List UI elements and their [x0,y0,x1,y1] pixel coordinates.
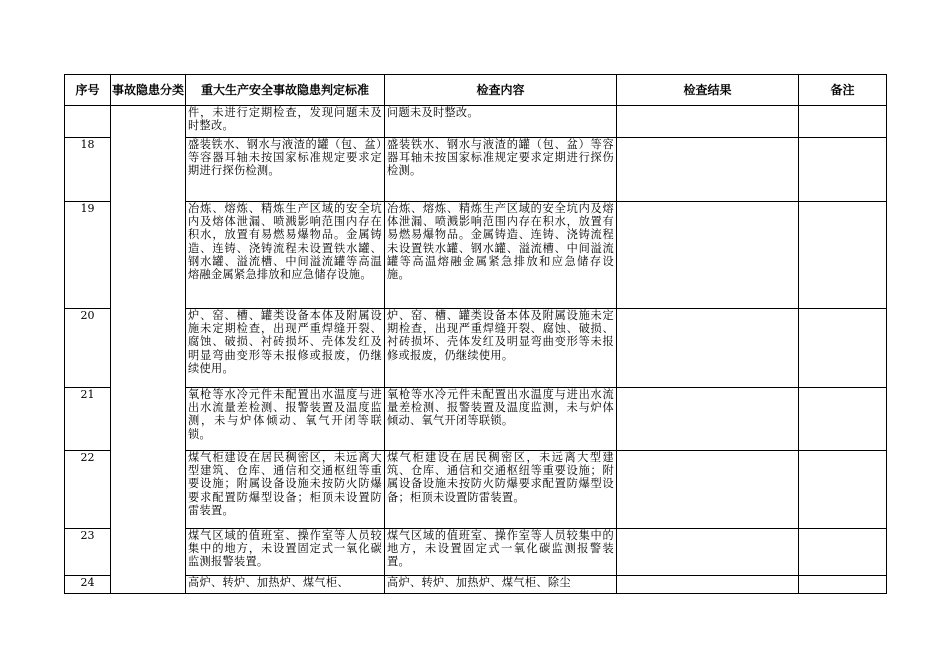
standard-cell: 氧枪等水冷元件未配置出水温度与进出水流量差检测、报警装置及温度监测，未与炉体倾动、氧气开闭等联锁。 [186,388,385,451]
table-row [65,576,887,594]
inspection-table [64,74,887,594]
content-cell: 问题未及时整改。 [385,106,617,138]
remark-cell[interactable] [799,309,887,388]
row-number: 20 [65,309,111,388]
table-row [65,451,887,529]
col-header-remark: 备注 [799,75,887,106]
content-cell: 氧枪等水冷元件未配置出水温度与进出水流量差检测、报警装置及温度监测，未与炉体倾动、氧气开闭等联锁。 [385,388,617,451]
remark-cell[interactable] [799,138,887,202]
row-number: 21 [65,388,111,451]
standard-cell: 盛装铁水、钢水与液渣的罐（包、盆）等容器耳轴未按国家标准规定要求定期进行探伤检测。 [186,138,385,202]
standard-cell: 炉、窑、槽、罐类设备本体及附属设施未定期检查，出现严重焊缝开裂、腐蚀、破损、衬砖损坏、壳体发红及明显弯曲变形等未报修或报废，仍继续使用。 [186,309,385,388]
standard-cell: 冶炼、熔炼、精炼生产区域的安全坑内及熔体泄漏、喷溅影响范围内存在积水，放置有易燃易爆物品。金属铸造、连铸、浇铸流程未设置铁水罐、钢水罐、溢流槽、中间溢流罐等高温熔融金属紧急排放和应急储存设施。 [186,202,385,309]
row-number [65,106,111,138]
row-number: 23 [65,529,111,576]
row-number: 19 [65,202,111,309]
result-cell[interactable] [617,138,799,202]
content-cell: 冶炼、熔炼、精炼生产区域的安全坑内及熔体泄漏、喷溅影响范围内存在积水，放置有易燃易爆物品。金属铸造、连铸、浇铸流程未设置铁水罐、钢水罐、溢流槽、中间溢流罐等高温熔融金属紧急排放和应急储存设施。 [385,202,617,309]
col-header-result: 检查结果 [617,75,799,106]
remark-cell[interactable] [799,202,887,309]
content-cell: 煤气区域的值班室、操作室等人员较集中的地方，未设置固定式一氧化碳监测报警装置。 [385,529,617,576]
category-cell [111,106,186,594]
result-cell[interactable] [617,388,799,451]
result-cell[interactable] [617,529,799,576]
standard-cell: 高炉、转炉、加热炉、煤气柜、 [186,576,385,594]
remark-cell[interactable] [799,451,887,529]
table-row [65,106,887,138]
result-cell[interactable] [617,106,799,138]
header-row [65,75,887,106]
col-header-category: 事故隐患分类 [111,75,186,106]
col-header-standard: 重大生产安全事故隐患判定标准 [186,75,385,106]
content-cell: 高炉、转炉、加热炉、煤气柜、除尘 [385,576,617,594]
row-number: 18 [65,138,111,202]
result-cell[interactable] [617,202,799,309]
col-header-content: 检查内容 [385,75,617,106]
table-row [65,138,887,202]
table-row [65,202,887,309]
remark-cell[interactable] [799,529,887,576]
standard-cell: 煤气区域的值班室、操作室等人员较集中的地方，未设置固定式一氧化碳监测报警装置。 [186,529,385,576]
content-cell: 盛装铁水、钢水与液渣的罐（包、盆）等容器耳轴未按国家标准规定要求定期进行探伤检测。 [385,138,617,202]
result-cell[interactable] [617,451,799,529]
table-row [65,309,887,388]
remark-cell[interactable] [799,576,887,594]
remark-cell[interactable] [799,388,887,451]
standard-cell: 煤气柜建设在居民稠密区，未远离大型建筑、仓库、通信和交通枢纽等重要设施；附属设备设施未按防火防爆要求配置防爆型设备；柜顶未设置防雷装置。 [186,451,385,529]
content-cell: 煤气柜建设在居民稠密区，未远离大型建筑、仓库、通信和交通枢纽等重要设施；附属设备设施未按防火防爆要求配置防爆型设备；柜顶未设置防雷装置。 [385,451,617,529]
table-row [65,388,887,451]
standard-cell: 件，未进行定期检查，发现问题未及时整改。 [186,106,385,138]
col-header-no: 序号 [65,75,111,106]
row-number: 24 [65,576,111,594]
row-number: 22 [65,451,111,529]
result-cell[interactable] [617,309,799,388]
table-row [65,529,887,576]
remark-cell[interactable] [799,106,887,138]
content-cell: 炉、窑、槽、罐类设备本体及附属设施未定期检查，出现严重焊缝开裂、腐蚀、破损、衬砖损坏、壳体发红及明显弯曲变形等未报修或报废，仍继续使用。 [385,309,617,388]
result-cell[interactable] [617,576,799,594]
